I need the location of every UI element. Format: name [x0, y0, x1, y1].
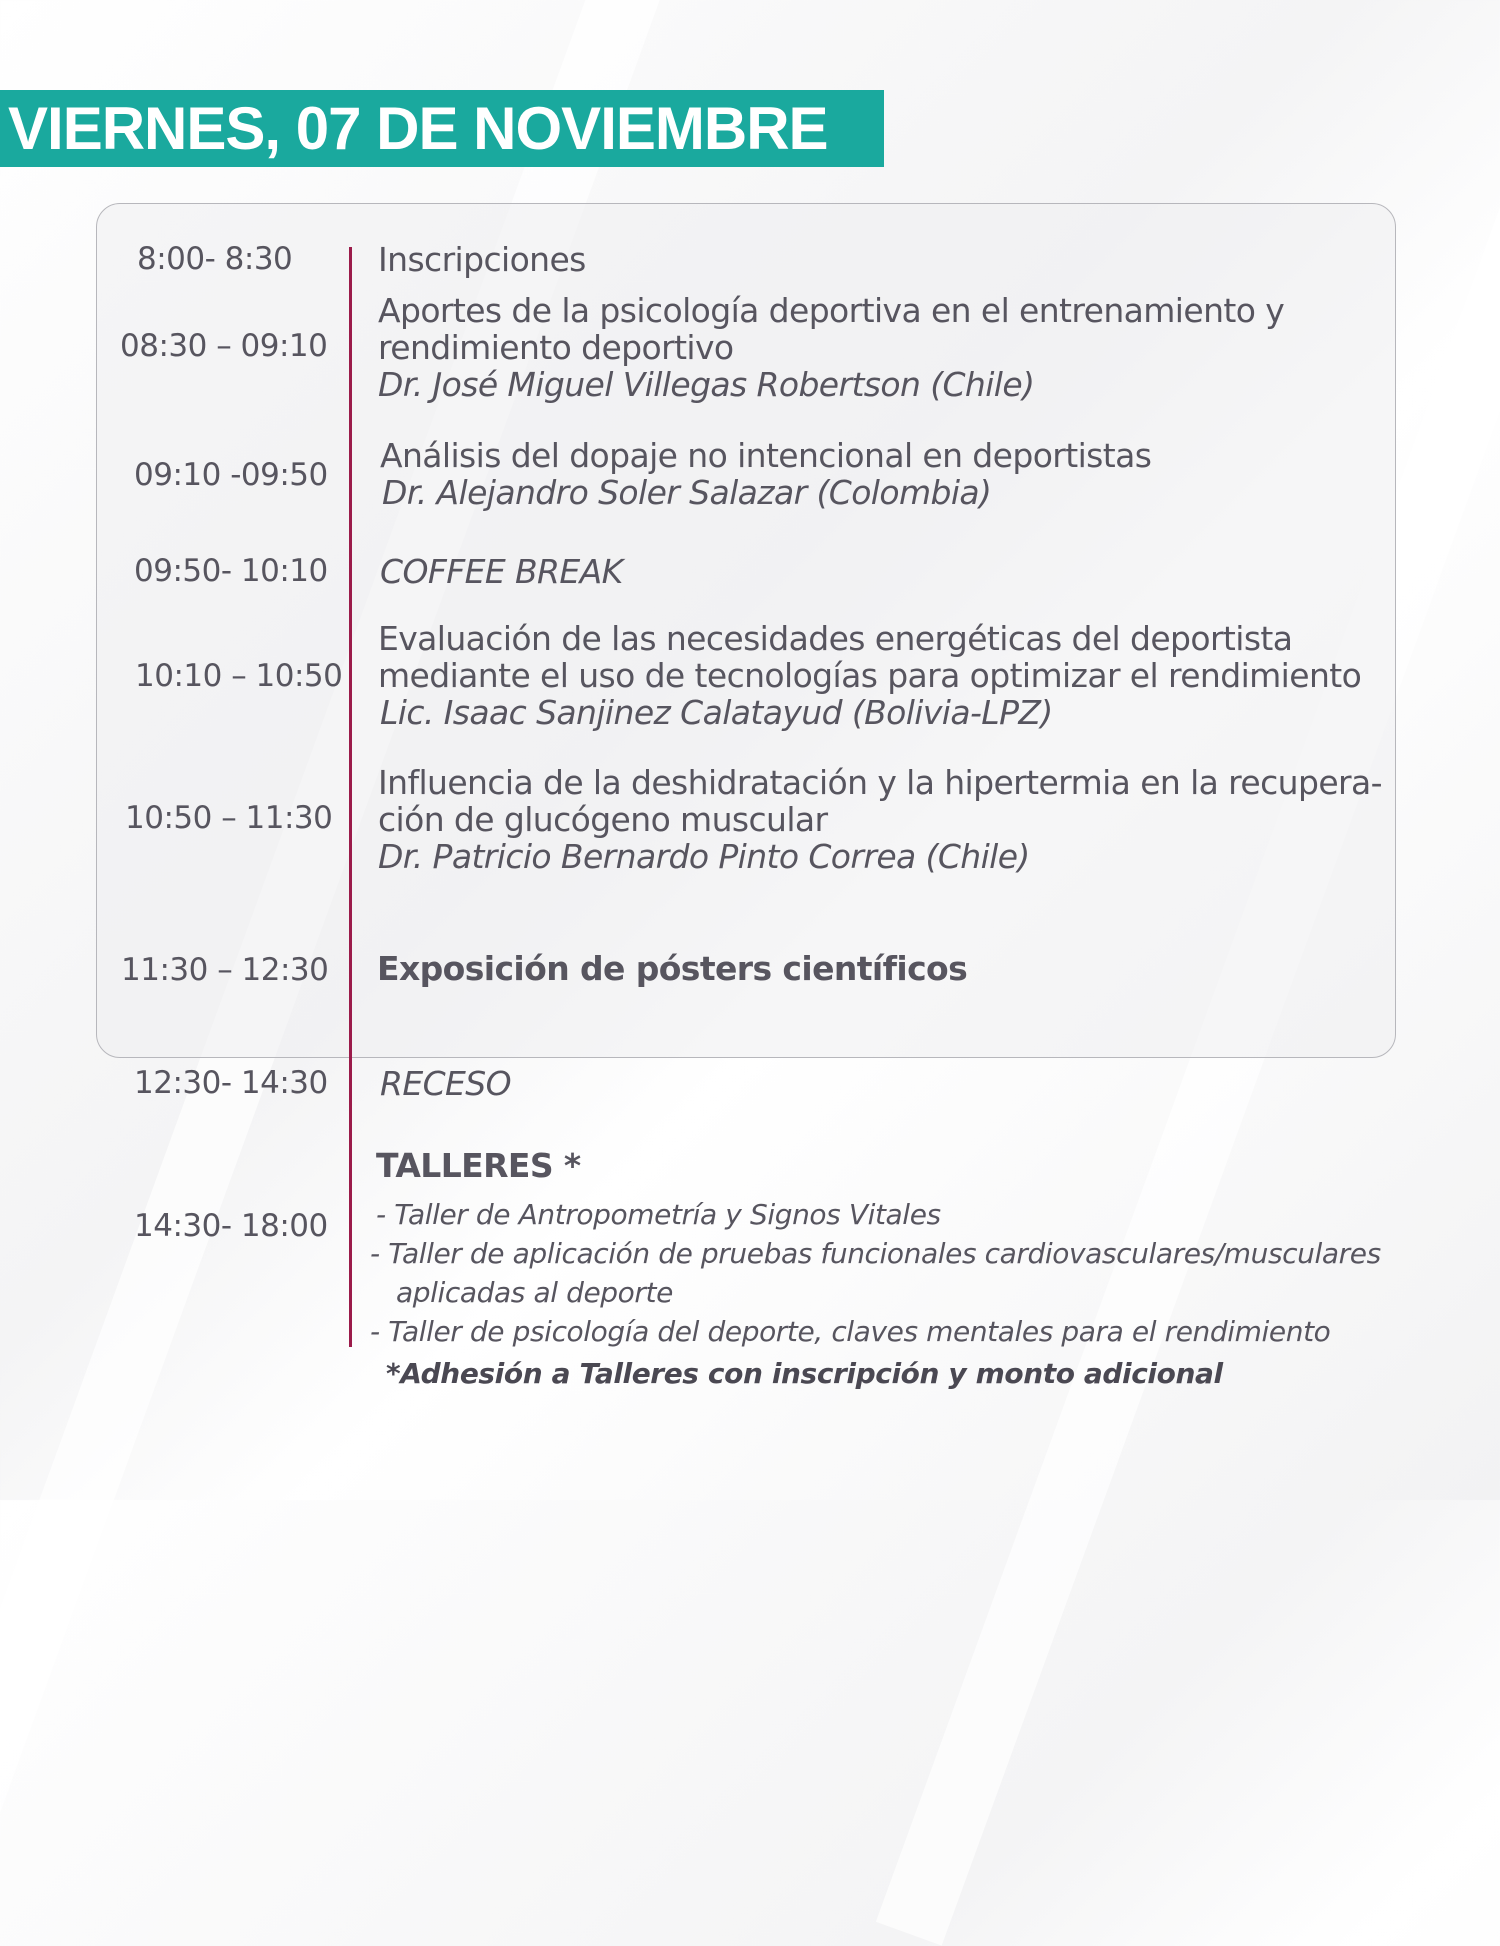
session-title: Influencia de la deshidratación y la hipertermia en la recupera- [378, 763, 1382, 802]
time-slot: 12:30- 14:30 [134, 1065, 328, 1101]
session-title: Aportes de la psicología deportiva en el entrenamiento y [378, 291, 1285, 330]
time-slot: 10:50 – 11:30 [125, 800, 333, 836]
session-speaker: Dr. José Miguel Villegas Robertson (Chile) [378, 365, 1035, 404]
session-title: mediante el uso de tecnologías para optimizar el rendimiento [378, 656, 1362, 695]
time-slot: 08:30 – 09:10 [120, 328, 328, 364]
workshops-heading: TALLERES * [376, 1146, 581, 1185]
session-speaker: Dr. Alejandro Soler Salazar (Colombia) [382, 473, 992, 512]
workshop-item: - Taller de aplicación de pruebas funcionales cardiovasculares/musculares [370, 1237, 1381, 1270]
session-title: Análisis del dopaje no intencional en deportistas [380, 436, 1152, 475]
time-slot: 14:30- 18:00 [134, 1208, 328, 1244]
session-title: COFFEE BREAK [380, 552, 623, 591]
session-title: RECESO [380, 1064, 511, 1103]
time-slot: 09:10 -09:50 [134, 457, 328, 493]
session-title: Inscripciones [378, 240, 586, 279]
header-banner [0, 90, 884, 167]
session-title: Exposición de pósters científicos [377, 949, 968, 988]
time-slot: 09:50- 10:10 [134, 553, 328, 589]
session-speaker: Dr. Patricio Bernardo Pinto Correa (Chile) [378, 837, 1030, 876]
session-speaker: Lic. Isaac Sanjinez Calatayud (Bolivia-LPZ) [380, 693, 1053, 732]
time-slot: 11:30 – 12:30 [121, 952, 329, 988]
time-slot: 8:00- 8:30 [137, 241, 293, 277]
time-slot: 10:10 – 10:50 [135, 658, 343, 694]
timeline-divider [349, 247, 352, 1347]
session-title: ción de glucógeno muscular [378, 800, 828, 839]
session-title: rendimiento deportivo [378, 328, 734, 367]
session-title: Evaluación de las necesidades energéticas del deportista [378, 619, 1293, 658]
workshop-item: aplicadas al deporte [396, 1276, 673, 1309]
workshop-item: - Taller de Antropometría y Signos Vitales [376, 1198, 941, 1231]
workshop-item: - Taller de psicología del deporte, claves mentales para el rendimiento [370, 1315, 1331, 1348]
page-title: VIERNES, 07 DE NOVIEMBRE [8, 95, 828, 162]
footnote: *Adhesión a Talleres con inscripción y monto adicional [386, 1357, 1223, 1390]
